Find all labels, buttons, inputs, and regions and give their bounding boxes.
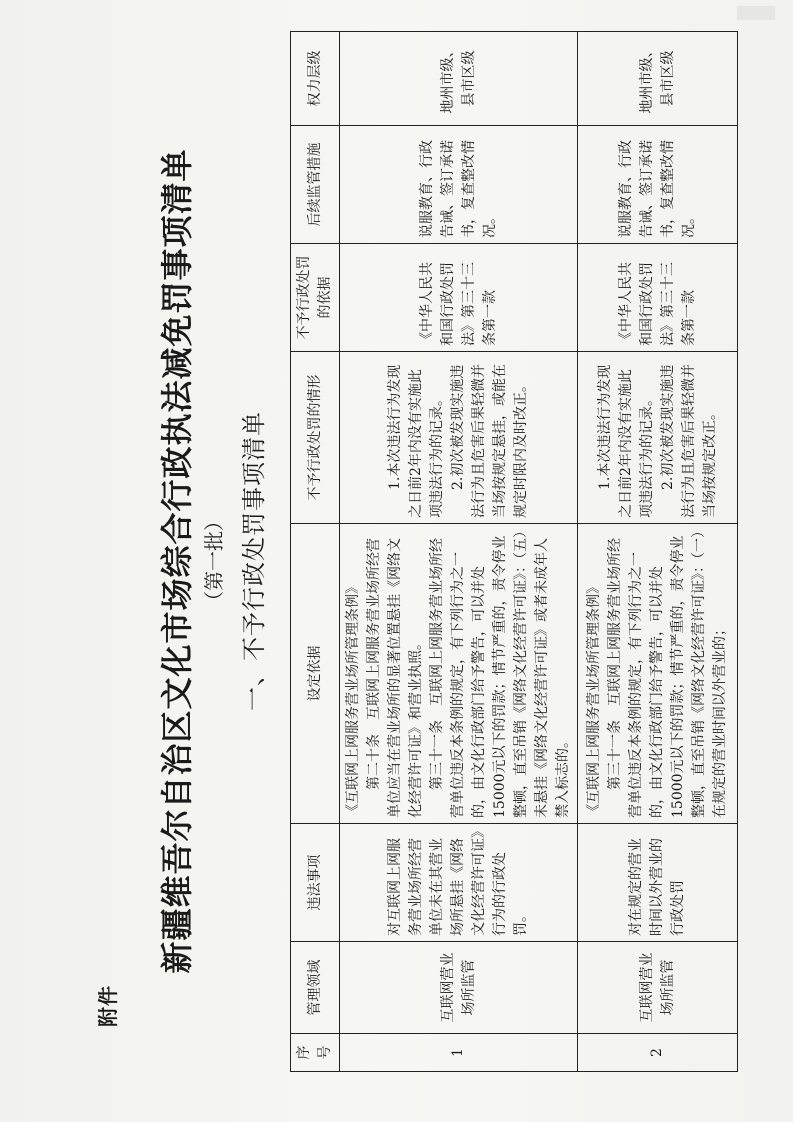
- header-no: 序号: [291, 1034, 340, 1072]
- row-legal-basis: 《中华人民共和国行政处罚法》第三十三条第一款: [340, 244, 578, 352]
- row-field: 互联网营业场所监管: [340, 942, 578, 1034]
- basis-paragraph: 第三十一条 互联网上网服务营业场所经营单位违反本条例的规定，有下列行为之一的，由文化行政部门给予警告，可以并处15000元以下的罚款；情节严重的，责令停业整顿，直至吊销《网络文化经营许可证》：（五）未悬挂《网络文化经营许可证》或者未成年人禁入标志的。: [429, 531, 571, 818]
- header-measures: 后续监管措施: [291, 126, 340, 244]
- row-conditions: [578, 352, 738, 524]
- basis-paragraph: 第二十条 互联网上网服务营业场所经营单位应当在营业场所的显著位置悬挂《网络文化经营许可证》和营业执照。: [366, 538, 424, 818]
- document-subtitle: （第一批）: [202, 511, 226, 611]
- row-level: 地州市级、县市区级: [340, 32, 578, 126]
- header-legal-basis: 不予行政处罚的依据: [291, 244, 340, 352]
- basis-title: 《互联网上网服务营业场所管理条例》: [345, 580, 361, 818]
- row-field: 互联网营业场所监管: [578, 942, 738, 1034]
- row-legal-basis: 《中华人民共和国行政处罚法》第三十三条第一款: [578, 244, 738, 352]
- row-conditions: [340, 352, 578, 524]
- condition-item: 1.本次违法行为发现之日前2年内没有实施此项违法行为的记录。: [596, 364, 655, 518]
- header-basis: 设定依据: [291, 524, 340, 824]
- row-basis: [578, 524, 738, 824]
- row-violation: 对在规定的营业时间以外营业的行政处罚: [578, 824, 738, 942]
- row-violation: 对互联网上网服务营业场所经营单位未在其营业场所悬挂《网络文化经营许可证》行为的行政处罚。: [340, 824, 578, 942]
- header-violation: 违法事项: [291, 824, 340, 942]
- attachment-label: 附件: [96, 985, 120, 1027]
- row-no: 1: [340, 1034, 578, 1072]
- condition-item: 2.初次被发现实施违法行为且危害后果轻微并当场按规定悬挂，或能在规定时限内及时改正。: [450, 364, 529, 518]
- basis-title: 《互联网上网服务营业场所管理条例》: [586, 580, 602, 818]
- basis-paragraph: 第三十一条 互联网上网服务营业场所经营单位违反本条例的规定，有下列行为之一的，由文化行政部门给予警告，可以并处15000元以下的罚款；情节严重的，责令停业整顿，直至吊销《网络文化经营许可证》：（一）在规定的营业时间以外营业的；: [607, 531, 728, 818]
- row-level: 地州市级、县市区级: [578, 32, 738, 126]
- row-measures: 说服教育、行政告诫、签订承诺书，复查整改情况。: [578, 126, 738, 244]
- penalty-exemption-table: [290, 31, 738, 1072]
- row-measures: 说服教育、行政告诫、签订承诺书，复查整改情况。: [340, 126, 578, 244]
- row-no: 2: [578, 1034, 738, 1072]
- document-title: 新疆维吾尔自治区文化市场综合行政执法减免罚事项清单: [158, 148, 196, 974]
- table-row: [340, 32, 578, 1072]
- row-basis: [340, 524, 578, 824]
- header-conditions: 不予行政处罚的情形: [291, 352, 340, 524]
- table-header-row: [291, 32, 340, 1072]
- header-field: 管理领域: [291, 942, 340, 1034]
- condition-item: 1.本次违法行为发现之日前2年内没有实施此项违法行为的记录。: [387, 364, 445, 518]
- condition-item: 2.初次被发现实施违法行为且危害后果轻微并当场按规定改正。: [659, 364, 718, 518]
- table-row: [578, 32, 738, 1072]
- section-title: 一、不予行政处罚事项清单: [240, 411, 268, 711]
- header-level: 权力层级: [291, 32, 340, 126]
